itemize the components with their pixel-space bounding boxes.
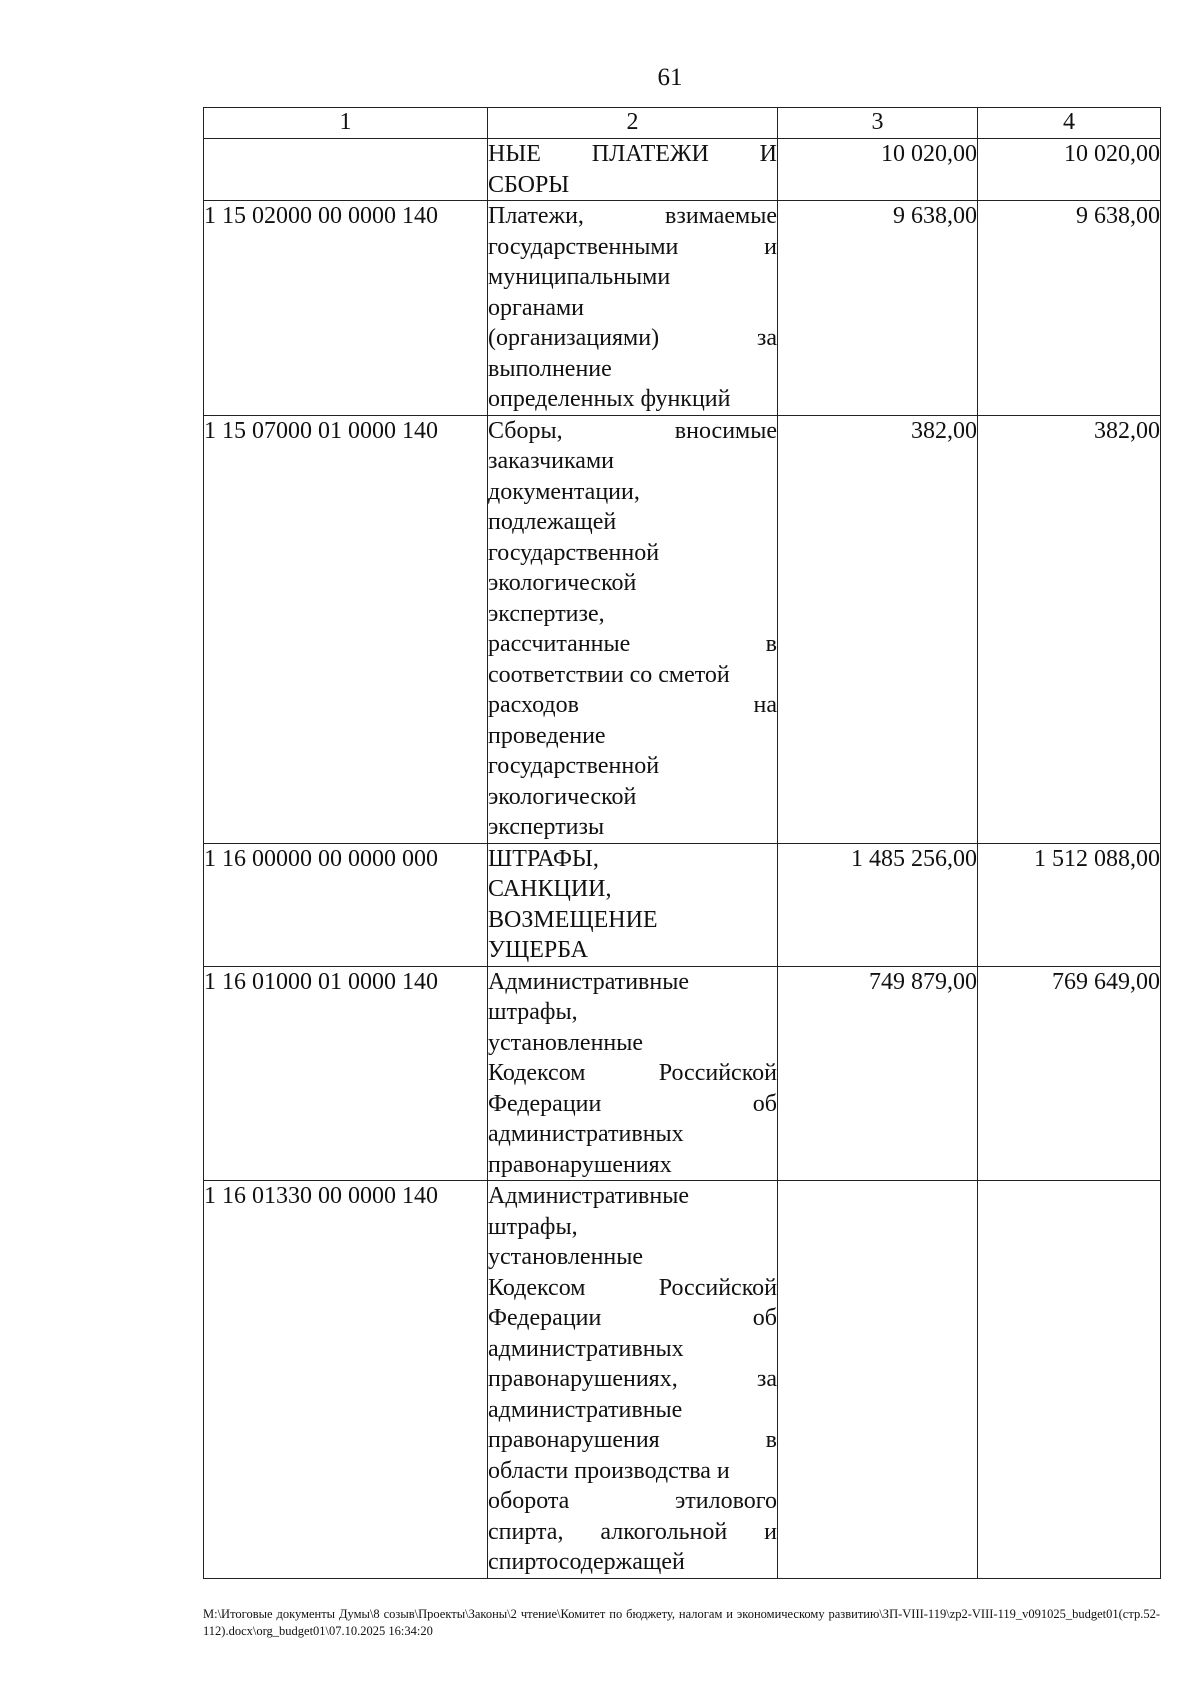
description-line: правонарушения в	[488, 1427, 777, 1453]
amount-cell-col3: 382,00	[778, 415, 978, 843]
description-line: Кодексом Российской	[488, 1060, 777, 1086]
table-row	[204, 201, 1161, 416]
budget-code-cell: 1 15 07000 01 0000 140	[204, 415, 488, 843]
description-line: Федерации об	[488, 1090, 777, 1117]
description-line: органами	[488, 294, 585, 321]
column-header-4: 4	[978, 108, 1161, 139]
description-line: экспертизы	[488, 814, 605, 840]
description-line: государственной	[488, 753, 660, 779]
description-line: УЩЕРБА	[488, 937, 589, 963]
amount-cell-col3: 10 020,00	[778, 139, 978, 201]
description-line: ШТРАФЫ,	[488, 845, 599, 872]
description-line: экологической	[488, 783, 637, 810]
description-line: Платежи, взимаемые	[488, 203, 777, 229]
description-line: расходов на	[488, 692, 777, 718]
footer-file-path: M:\Итоговые документы Думы\8 созыв\Проекты\Законы\2 чтение\Комитет по бюджету, налогам и экономическому развитию\ЗП-VIII-119\zp2-VIII-119_v091025_budget01(стр.52-112).docx\org_budget01\07.10.2025 16:34:20	[203, 1607, 1160, 1638]
amount-cell-col4: 382,00	[978, 415, 1161, 843]
description-line: заказчиками	[488, 448, 614, 474]
budget-code-cell: 1 16 01330 00 0000 140	[204, 1181, 488, 1579]
table-row	[204, 139, 1161, 201]
description-line: государственной	[488, 539, 660, 566]
description-line: Административные	[488, 968, 690, 995]
budget-code-cell: 1 16 00000 00 0000 000	[204, 843, 488, 966]
description-line: ВОЗМЕЩЕНИЕ	[488, 906, 658, 933]
description-cell	[488, 966, 778, 1181]
description-line: соответствии со сметой	[488, 661, 730, 688]
amount-cell-col3: 1 485 256,00	[778, 843, 978, 966]
table-row	[204, 966, 1161, 1181]
column-header-2: 2	[488, 108, 778, 139]
amount-cell-col4: 1 512 088,00	[978, 843, 1161, 966]
description-line: документации,	[488, 478, 640, 505]
table-row	[204, 1181, 1161, 1579]
column-header-3: 3	[778, 108, 978, 139]
description-line: штрафы,	[488, 1213, 578, 1240]
description-line: СБОРЫ	[488, 171, 570, 198]
budget-code-cell: 1 16 01000 01 0000 140	[204, 966, 488, 1181]
description-line: подлежащей	[488, 509, 617, 535]
page-number: 61	[657, 64, 683, 91]
table-header-row	[204, 108, 1161, 139]
table-body	[204, 139, 1161, 1579]
amount-cell-col4: 9 638,00	[978, 201, 1161, 416]
description-line: муниципальными	[488, 264, 671, 290]
description-line: административных	[488, 1121, 684, 1147]
amount-cell-col4: 769 649,00	[978, 966, 1161, 1181]
description-line: выполнение	[488, 355, 612, 382]
description-line: штрафы,	[488, 999, 578, 1025]
budget-code-cell	[204, 139, 488, 201]
description-line: Административные	[488, 1183, 690, 1209]
description-line: Сборы, вносимые	[488, 417, 777, 444]
description-line: государственными и	[488, 233, 777, 260]
description-cell	[488, 843, 778, 966]
description-line: рассчитанные в	[488, 631, 777, 657]
amount-cell-col3	[778, 1181, 978, 1579]
description-cell	[488, 415, 778, 843]
table-row	[204, 843, 1161, 966]
description-cell	[488, 1181, 778, 1579]
description-line: правонарушениях, за	[488, 1366, 777, 1392]
amount-cell-col3: 9 638,00	[778, 201, 978, 416]
description-line: административных	[488, 1335, 684, 1362]
budget-table	[203, 107, 1161, 1579]
description-line: спирта, алкогольной и	[488, 1518, 777, 1545]
description-line: области производства и	[488, 1457, 730, 1484]
description-line: определенных функций	[488, 386, 731, 412]
amount-cell-col3: 749 879,00	[778, 966, 978, 1181]
table-row	[204, 415, 1161, 843]
description-line: САНКЦИИ,	[488, 876, 612, 902]
description-line: правонарушениях	[488, 1151, 672, 1178]
description-line: НЫЕ ПЛАТЕЖИ И	[488, 141, 777, 167]
description-line: оборота этилового	[488, 1488, 777, 1514]
description-line: установленные	[488, 1244, 644, 1270]
description-line: проведение	[488, 722, 606, 749]
description-cell	[488, 139, 778, 201]
column-header-1: 1	[204, 108, 488, 139]
description-line: экспертизе,	[488, 600, 605, 627]
budget-code-cell: 1 15 02000 00 0000 140	[204, 201, 488, 416]
description-line: Кодексом Российской	[488, 1274, 777, 1301]
description-line: установленные	[488, 1029, 644, 1056]
description-line: административные	[488, 1396, 683, 1423]
description-line: спиртосодержащей	[488, 1549, 685, 1575]
description-line: (организациями) за	[488, 325, 777, 351]
description-cell	[488, 201, 778, 416]
description-line: экологической	[488, 570, 637, 596]
amount-cell-col4: 10 020,00	[978, 139, 1161, 201]
description-line: Федерации об	[488, 1305, 777, 1331]
amount-cell-col4	[978, 1181, 1161, 1579]
